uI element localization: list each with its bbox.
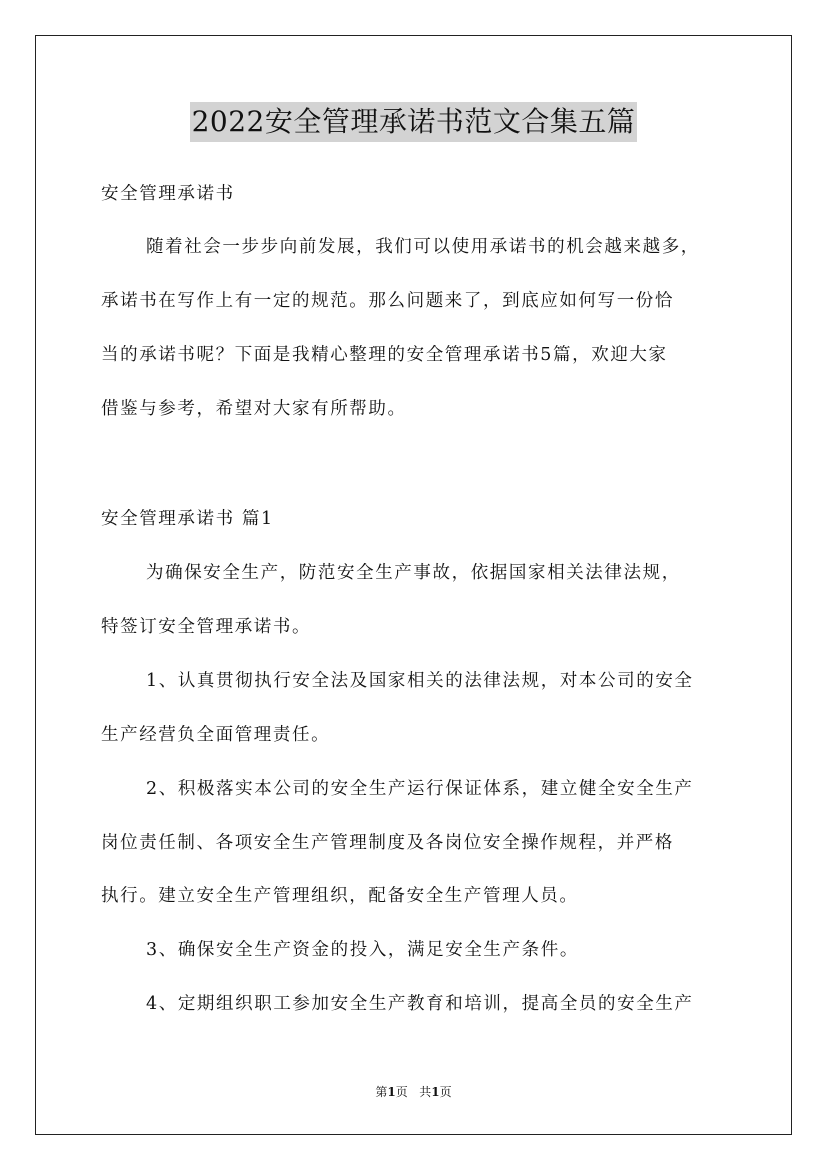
intro-paragraph-line: 承诺书在写作上有一定的规范。那么问题来了，到底应如何写一份恰 (101, 291, 674, 311)
page-footer (0, 1083, 827, 1100)
body-line: 特签订安全管理承诺书。 (101, 617, 312, 637)
body-line: 3、确保安全生产资金的投入，满足安全生产条件。 (146, 940, 579, 960)
page-suffix: 页 (395, 1085, 408, 1099)
total-number: 1 (431, 1085, 440, 1099)
intro-paragraph-line: 当的承诺书呢？下面是我精心整理的安全管理承诺书5篇，欢迎大家 (101, 345, 668, 365)
page-prefix: 第 (375, 1085, 388, 1099)
body-line: 为确保安全生产，防范安全生产事故，依据国家相关法律法规， (146, 563, 681, 583)
document-title: 2022安全管理承诺书范文合集五篇 (190, 102, 638, 142)
intro-heading: 安全管理承诺书 (101, 184, 235, 204)
total-suffix: 页 (439, 1085, 452, 1099)
body-line: 4、定期组织职工参加安全生产教育和培训，提高全员的安全生产 (146, 994, 694, 1014)
page-number: 1 (387, 1085, 396, 1099)
body-line: 生产经营负全面管理责任。 (101, 725, 331, 745)
title-container (0, 102, 827, 142)
intro-paragraph-line: 随着社会一步步向前发展，我们可以使用承诺书的机会越来越多， (146, 237, 700, 257)
intro-paragraph-line: 借鉴与参考，希望对大家有所帮助。 (101, 399, 407, 419)
body-line: 1、认真贯彻执行安全法及国家相关的法律法规，对本公司的安全 (146, 671, 694, 691)
body-line: 执行。建立安全生产管理组织，配备安全生产管理人员。 (101, 886, 579, 906)
body-line: 2、积极落实本公司的安全生产运行保证体系，建立健全安全生产 (146, 779, 694, 799)
body-line: 岗位责任制、各项安全生产管理制度及各岗位安全操作规程，并严格 (101, 833, 674, 853)
total-prefix: 共 (419, 1085, 432, 1099)
section-heading: 安全管理承诺书 篇1 (101, 509, 274, 529)
